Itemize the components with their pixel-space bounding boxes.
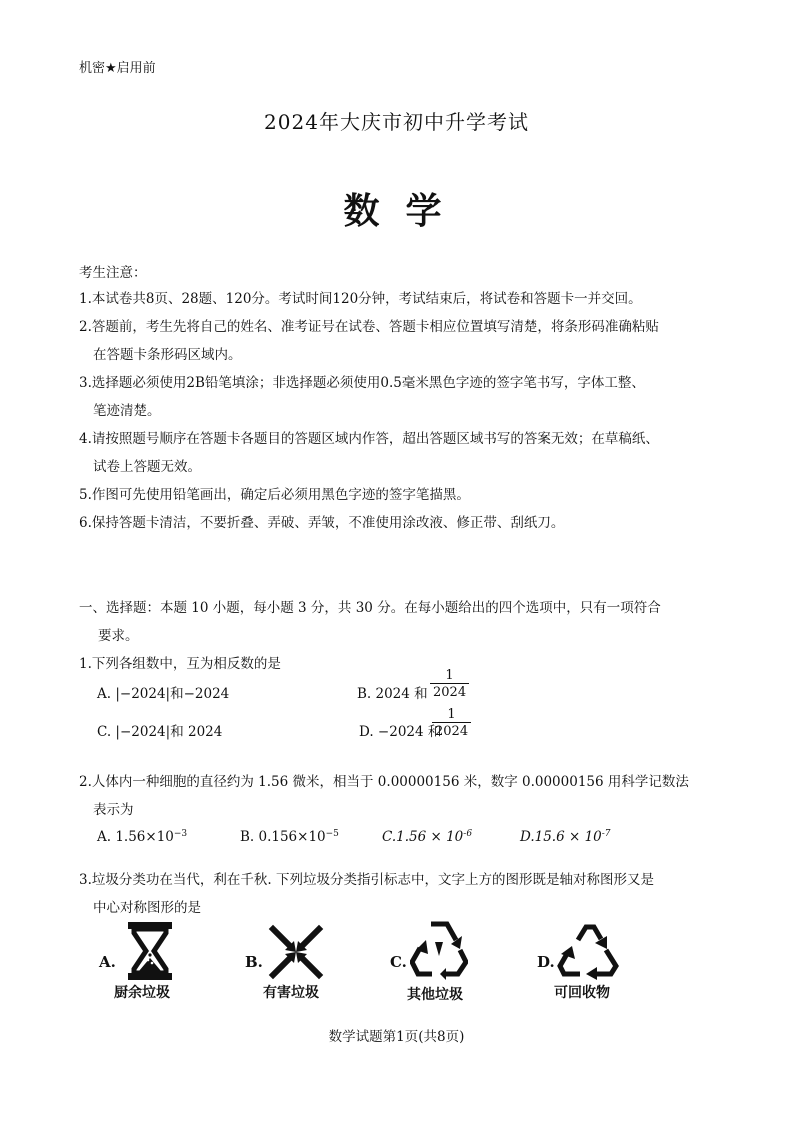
recycle-triangle-icon <box>410 916 468 982</box>
recycle-icon <box>556 922 620 980</box>
q3-option-d-letter: D. <box>537 953 555 971</box>
notice-item-4: 4.请按照题号顺序在答题卡各题目的答题区域内作答，超出答题区域书写的答案无效；在草稿纸、 <box>79 431 659 447</box>
page-footer: 数学试题第1页(共8页) <box>328 1029 465 1045</box>
q2-stem-cont: 表示为 <box>93 802 134 818</box>
q3-option-b-label: 有害垃圾 <box>263 985 319 1001</box>
q1-stem: 1.下列各组数中，互为相反数的是 <box>79 656 281 672</box>
notice-item-3-cont: 笔迹清楚。 <box>93 403 161 419</box>
notice-item-4-cont: 试卷上答题无效。 <box>93 459 201 475</box>
notice-heading: 考生注意： <box>79 265 147 281</box>
q2-option-d <box>520 829 611 845</box>
fraction-numerator: 1 <box>447 707 456 722</box>
q3-option-c-label: 其他垃圾 <box>407 987 463 1003</box>
q3-option-b-letter: B. <box>245 953 263 971</box>
hourglass-icon <box>124 920 176 982</box>
exam-title: 2024年大庆市初中升学考试 <box>264 110 529 134</box>
q3-option-a-label: 厨余垃圾 <box>114 985 170 1001</box>
fraction-denominator: 2024 <box>432 722 471 739</box>
crossed-arrows-icon <box>268 924 324 980</box>
q1-option-c: C. |−2024|和 2024 <box>97 724 223 740</box>
notice-item-6: 6.保持答题卡清洁，不要折叠、弄破、弄皱，不准使用涂改液、修正带、刮纸刀。 <box>79 515 565 531</box>
q3-option-d-label: 可回收物 <box>554 985 610 1001</box>
notice-item-3: 3.选择题必须使用2B铅笔填涂；非选择题必须使用0.5毫米黑色字迹的签字笔书写，字体工整、 <box>79 375 645 391</box>
q1-option-b-fraction <box>430 668 469 700</box>
option-base: A. 1.56×10 <box>97 829 174 845</box>
option-exponent: −5 <box>325 829 339 839</box>
q2-option-c <box>382 829 472 845</box>
q2-option-a <box>97 829 187 845</box>
q1-option-d-fraction <box>432 707 471 739</box>
notice-item-1: 1.本试卷共8页、28题、120分。考试时间120分钟，考试结束后，将试卷和答题卡一并交回。 <box>79 291 642 307</box>
q1-option-a: A. |−2024|和−2024 <box>97 686 230 702</box>
q3-stem-cont: 中心对称图形的是 <box>93 900 201 916</box>
option-base: D.15.6 × 10 <box>520 829 602 845</box>
option-exponent: -7 <box>601 829 611 839</box>
q3-stem: 3.垃圾分类功在当代，利在千秋. 下列垃圾分类指引标志中，文字上方的图形既是轴对称图形又是 <box>79 872 654 888</box>
fraction-numerator: 1 <box>445 668 454 683</box>
notice-item-2: 2.答题前，考生先将自己的姓名、准考证号在试卷、答题卡相应位置填写清楚，将条形码准确粘贴 <box>79 319 659 335</box>
option-base: B. 0.156×10 <box>240 829 326 845</box>
q1-option-d: D. −2024 和 <box>359 724 442 740</box>
option-exponent: −3 <box>173 829 188 839</box>
fraction-denominator: 2024 <box>430 683 469 700</box>
q3-option-a-letter: A. <box>99 953 116 971</box>
notice-item-5: 5.作图可先使用铅笔画出，确定后必须用黑色字迹的签字笔描黑。 <box>79 487 470 503</box>
q2-stem: 2.人体内一种细胞的直径约为 1.56 微米，相当于 0.00000156 米，数字 0.00000156 用科学记数法 <box>79 774 689 790</box>
option-exponent: -6 <box>463 829 473 839</box>
q2-option-b <box>240 829 339 845</box>
confidential-mark: 机密★启用前 <box>79 61 156 76</box>
notice-item-2-cont: 在答题卡条形码区域内。 <box>93 347 242 363</box>
section-heading-cont: 要求。 <box>98 628 139 644</box>
subject-title: 数学 <box>343 191 468 232</box>
section-heading: 一、选择题：本题 10 小题，每小题 3 分，共 30 分。在每小题给出的四个选项中，只有一项符合 <box>79 600 661 616</box>
option-base: C.1.56 × 10 <box>382 829 464 845</box>
q1-option-b: B. 2024 和 <box>357 686 428 702</box>
q3-option-c-letter: C. <box>390 953 407 971</box>
